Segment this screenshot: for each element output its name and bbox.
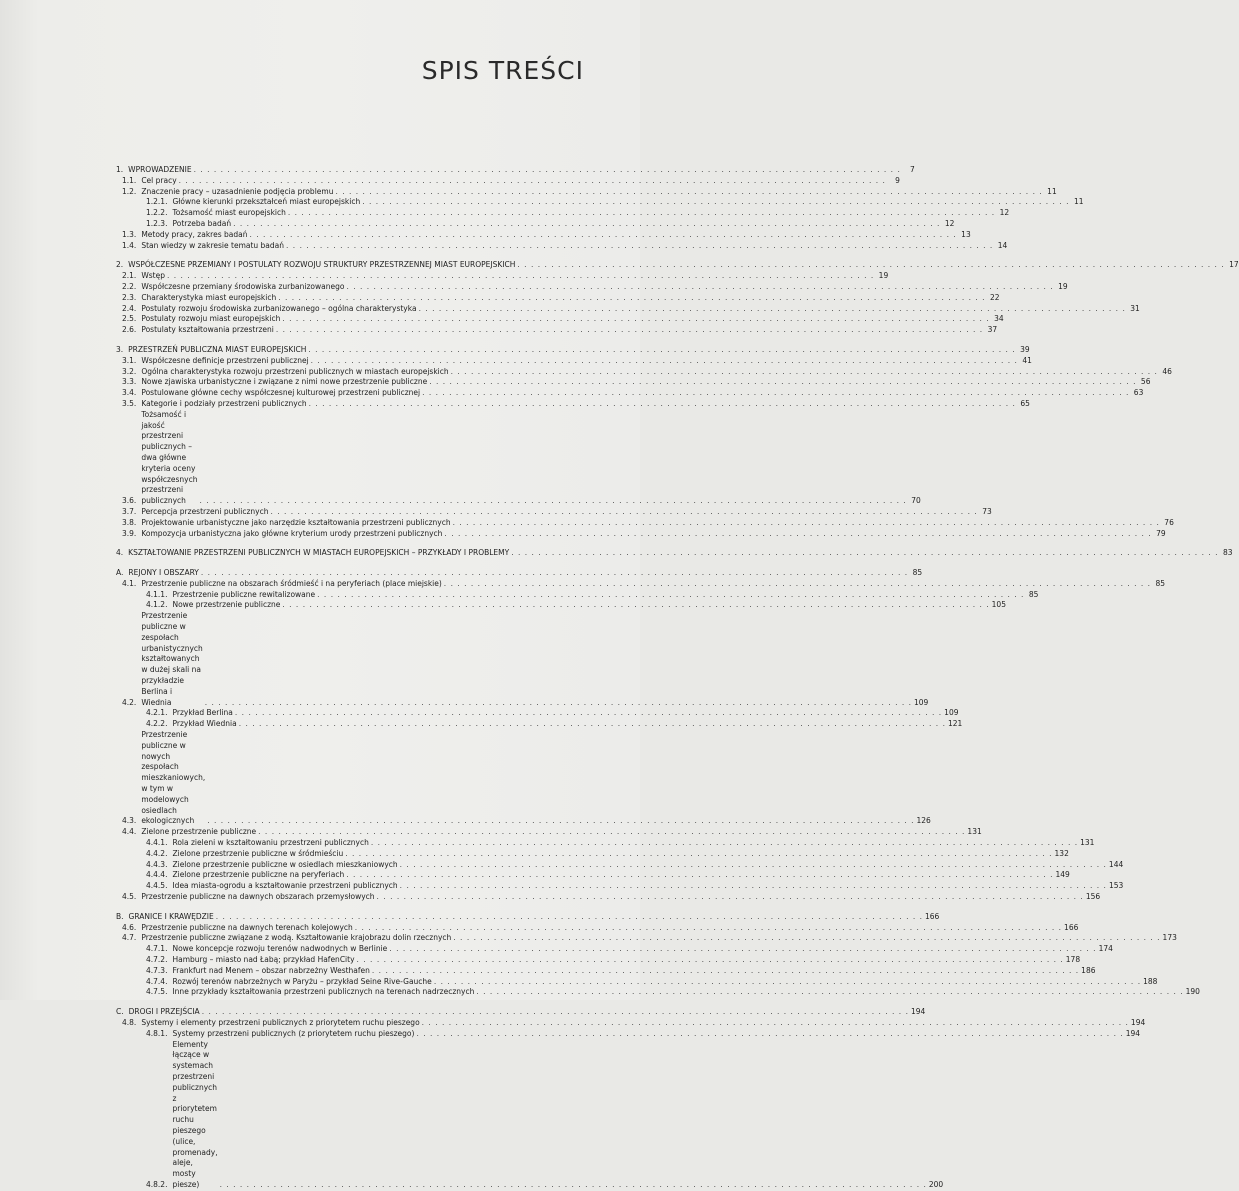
toc-entry-page-number: 186: [1081, 965, 1096, 975]
toc-leader-dots: [429, 377, 1136, 388]
toc-entry-page-number: 166: [925, 911, 940, 921]
toc-entry-label: Potrzeba badań: [172, 218, 232, 228]
toc-entry-number: 2.3.: [122, 292, 137, 302]
toc-leader-dots: [517, 260, 1224, 271]
toc-leader-dots: [282, 314, 989, 325]
page-title: SPIS TREŚCI: [421, 56, 584, 85]
toc-entry-page-number: 85: [912, 568, 923, 578]
toc-entry-page-number: 31: [1130, 303, 1140, 313]
toc-section-entry: [116, 377, 1151, 388]
toc-entry-page-number: 194: [1130, 1017, 1146, 1027]
toc-leader-dots: [451, 367, 1158, 378]
toc-entry-number: C.: [116, 1007, 124, 1017]
toc-subsection-entry: [116, 1028, 1141, 1040]
toc-leader-dots: [258, 827, 965, 838]
toc-entry-label: Postulowane główne cechy współczesnej kulturowej przestrzeni publicznej: [141, 388, 421, 398]
toc-leader-dots: [199, 496, 906, 507]
toc-entry-number: 1.4.: [122, 240, 137, 250]
toc-chapter-entry: [116, 165, 915, 176]
toc-entry-label: Rola zieleni w kształtowaniu przestrzeni publicznych: [172, 838, 369, 848]
toc-subsection-entry: [116, 870, 1070, 881]
toc-entry-number: 1.2.1.: [146, 197, 168, 207]
toc-leader-dots: [511, 548, 1218, 559]
toc-entry-number: 4.7.2.: [146, 954, 168, 964]
toc-entry-number: 4.1.1.: [146, 589, 168, 599]
toc-leader-dots: [201, 568, 908, 579]
toc-entry-number: 4.7.: [122, 933, 137, 943]
toc-entry-label: Zielone przestrzenie publiczne na peryferiach: [172, 870, 345, 880]
toc-entry-number: 1.1.: [122, 175, 137, 185]
toc-section-entry: [116, 281, 1068, 293]
toc-leader-dots: [476, 987, 1183, 998]
toc-section-entry: [116, 578, 1166, 590]
toc-entry-page-number: 19: [1058, 281, 1068, 291]
toc-leader-dots: [371, 838, 1078, 849]
toc-chapter-entry: [116, 548, 1233, 559]
toc-section-entry: [116, 314, 1004, 325]
toc-entry-number: 4.7.1.: [146, 944, 168, 954]
toc-leader-dots: [362, 197, 1069, 208]
toc-entry-page-number: 194: [910, 1007, 926, 1017]
toc-entry-page-number: 121: [947, 719, 963, 729]
toc-entry-label: Główne kierunki przekształceń miast europejskich: [172, 197, 361, 207]
toc-entry-page-number: 144: [1108, 859, 1124, 869]
toc-section-entry: [116, 229, 971, 241]
toc-entry-label: KSZTAŁTOWANIE PRZESTRZENI PUBLICZNYCH W MIASTACH EUROPEJSKICH – PRZYKŁADY I PROBLEMY: [128, 548, 510, 558]
toc-entry-number: 4.: [116, 548, 124, 558]
toc-leader-dots: [317, 590, 1024, 601]
toc-leader-dots: [372, 966, 1079, 977]
toc-subsection-entry: [116, 589, 1039, 601]
toc-section-entry: [116, 892, 1101, 903]
toc-entry-number: 2.6.: [122, 325, 137, 335]
toc-entry-page-number: 156: [1085, 892, 1101, 901]
toc-entry-number: 4.7.4.: [146, 976, 168, 986]
toc-section-entry: [116, 528, 1166, 540]
toc-section-entry: [116, 827, 982, 838]
toc-entry-number: 3.8.: [122, 517, 137, 527]
toc-entry-label: Postulaty kształtowania przestrzeni: [141, 325, 274, 335]
toc-leader-dots: [434, 977, 1141, 988]
toc-entry-label: Hamburg – miasto nad Łabą; przykład HafenCity: [172, 954, 355, 964]
toc-entry-label: Tożsamość i jakość przestrzeni publicznych – dwa główne kryteria oceny współczesnych przestrzeni publicznych: [141, 409, 198, 506]
toc-subsection-entry: [116, 708, 959, 719]
toc-entry-page-number: 190: [1185, 987, 1200, 997]
toc-entry-label: Przestrzenie publiczne na dawnych obszarach przemysłowych: [141, 892, 375, 901]
toc-leader-dots: [194, 165, 901, 176]
toc-entry-number: 3.2.: [122, 366, 137, 376]
toc-entry-page-number: 12: [999, 208, 1010, 218]
toc-leader-dots: [422, 388, 1129, 399]
toc-entry-page-number: 22: [989, 292, 1000, 302]
toc-section-entry: [116, 506, 992, 518]
toc-entry-label: Przestrzenie publiczne na dawnych terenach kolejowych: [141, 922, 353, 932]
toc-subsection-entry: [116, 987, 1200, 998]
toc-subsection-entry: [116, 1039, 944, 1191]
toc-entry-page-number: 173: [1162, 933, 1177, 943]
toc-section-entry: [116, 175, 900, 187]
toc-subsection-entry: [116, 197, 1084, 208]
toc-entry-number: 4.7.3.: [146, 965, 168, 975]
toc-entry-label: Frankfurt nad Menem – obszar nabrzeżny Westhafen: [172, 965, 370, 975]
toc-entry-label: Znaczenie pracy – uzasadnienie podjęcia problemu: [141, 186, 334, 196]
toc-subsection-entry: [116, 838, 1095, 849]
toc-entry-label: Systemy przestrzeni publicznych (z priorytetem ruchu pieszego): [172, 1028, 415, 1038]
toc-entry-number: 4.5.: [122, 892, 137, 901]
toc-leader-dots: [400, 860, 1107, 871]
toc-entry-number: 4.4.: [122, 827, 137, 837]
toc-entry-page-number: 153: [1108, 881, 1124, 891]
toc-entry-page-number: 7: [910, 165, 915, 174]
toc-subsection-entry: [116, 976, 1158, 988]
toc-leader-dots: [346, 870, 1053, 881]
toc-section-entry: [116, 366, 1172, 378]
toc-entry-label: Elementy łączące w systemach przestrzeni publicznych z priorytetem ruchu pieszego (ulice, promenady, aleje, mosty piesze): [172, 1039, 218, 1189]
toc-entry-number: 4.2.2.: [146, 719, 168, 729]
toc-entry-page-number: 37: [987, 325, 998, 335]
toc-leader-dots: [278, 293, 985, 304]
toc-chapter-entry: [116, 344, 1030, 356]
toc-subsection-entry: [116, 719, 963, 730]
toc-entry-label: Stan wiedzy w zakresie tematu badań: [141, 240, 285, 250]
toc-entry-label: Przestrzenie publiczne w nowych zespołach mieszkaniowych, w tym w modelowych osiedlach ekologicznych: [141, 730, 206, 826]
toc-leader-dots: [249, 230, 956, 241]
toc-entry-page-number: 46: [1162, 366, 1172, 376]
toc-entry-page-number: 83: [1222, 548, 1233, 558]
toc-entry-number: 4.7.5.: [146, 987, 168, 997]
toc-entry-number: 4.8.2.: [146, 1179, 168, 1189]
toc-entry-number: B.: [116, 911, 124, 921]
toc-entry-page-number: 85: [1028, 589, 1039, 599]
toc-leader-dots: [311, 356, 1018, 367]
toc-entry-label: Zielone przestrzenie publiczne w śródmieściu: [172, 848, 344, 858]
toc-entry-page-number: 105: [991, 600, 1006, 610]
toc-chapter-entry: [116, 260, 1239, 271]
toc-leader-dots: [389, 944, 1096, 955]
toc-leader-dots: [416, 1029, 1123, 1040]
toc-entry-label: Projektowanie urbanistyczne jako narzędzie kształtowania przestrzeni publicznych: [141, 517, 451, 527]
toc-entry-number: 4.8.: [122, 1017, 137, 1027]
toc-entry-number: 4.1.2.: [146, 600, 168, 610]
toc-subsection-entry: [116, 944, 1113, 955]
toc-entry-page-number: 76: [1164, 517, 1174, 527]
toc-entry-label: Współczesne przemiany środowiska zurbanizowanego: [141, 281, 345, 291]
toc-entry-number: 3.4.: [122, 388, 137, 398]
toc-entry-page-number: 13: [961, 229, 971, 239]
toc-entry-page-number: 174: [1098, 944, 1113, 954]
toc-entry-label: Przykład Wiednia: [172, 719, 237, 729]
toc-leader-dots: [308, 345, 1015, 356]
toc-leader-dots: [422, 1018, 1129, 1029]
toc-entry-page-number: 19: [878, 271, 889, 281]
toc-entry-page-number: 178: [1065, 954, 1081, 964]
toc-chapter-entry: [116, 1007, 926, 1018]
toc-entry-number: 1.2.2.: [146, 208, 168, 218]
toc-entry-label: Współczesne definicje przestrzeni publicznej: [141, 355, 309, 365]
toc-entry-number: 4.2.1.: [146, 708, 168, 718]
toc-entry-label: Metody pracy, zakres badań: [141, 229, 248, 239]
toc-entry-label: Kompozycja urbanistyczna jako główne kryterium urody przestrzeni publicznych: [141, 528, 443, 538]
toc-leader-dots: [216, 912, 923, 923]
toc-entry-number: 4.4.1.: [146, 838, 168, 848]
toc-leader-dots: [346, 282, 1053, 293]
toc-entry-label: Ogólna charakterystyka rozwoju przestrzeni publicznych w miastach europejskich: [141, 366, 449, 376]
toc-leader-dots: [357, 955, 1064, 966]
toc-entry-page-number: 126: [916, 816, 931, 826]
toc-leader-dots: [235, 708, 942, 719]
toc-section-entry: [116, 325, 998, 336]
toc-section-entry: [116, 517, 1174, 529]
toc-leader-dots: [207, 816, 914, 827]
toc-entry-page-number: 166: [1064, 922, 1079, 932]
toc-entry-label: Przestrzenie publiczne na obszarach śródmieść i na peryferiach (place miejskie): [141, 578, 442, 588]
toc-leader-dots: [377, 892, 1084, 903]
toc-entry-label: Nowe przestrzenie publiczne: [172, 600, 281, 610]
toc-entry-page-number: 85: [1155, 578, 1166, 588]
toc-entry-label: Wstęp: [141, 271, 165, 281]
toc-section-entry: [116, 271, 889, 282]
toc-entry-label: PRZESTRZEŃ PUBLICZNA MIAST EUROPEJSKICH: [128, 344, 307, 354]
toc-leader-dots: [288, 208, 995, 219]
toc-leader-dots: [309, 399, 1016, 410]
toc-entry-page-number: 131: [1080, 838, 1095, 848]
toc-leader-dots: [202, 1007, 909, 1018]
toc-subsection-entry: [116, 218, 955, 230]
toc-entry-page-number: 34: [994, 314, 1004, 324]
toc-section-entry: [116, 409, 921, 507]
toc-subsection-entry: [116, 954, 1081, 966]
toc-section-entry: [116, 303, 1140, 315]
toc-entry-page-number: 73: [982, 506, 992, 516]
toc-subsection-entry: [116, 859, 1124, 871]
toc-chapter-entry: [116, 568, 923, 579]
toc-leader-dots: [276, 325, 983, 336]
toc-leader-dots: [400, 881, 1107, 892]
toc-section-entry: [116, 922, 1079, 934]
toc-entry-number: 1.3.: [122, 229, 137, 239]
toc-entry-label: Cel pracy: [141, 175, 177, 185]
toc-entry-page-number: 188: [1143, 976, 1158, 986]
toc-leader-dots: [205, 698, 912, 709]
toc-entry-label: Kategorie i podziały przestrzeni publicznych: [141, 398, 307, 408]
toc-entry-label: Percepcja przestrzeni publicznych: [141, 506, 269, 516]
toc-entry-label: Postulaty rozwoju środowiska zurbanizowanego – ogólna charakterystyka: [141, 303, 417, 313]
toc-section-entry: [116, 1017, 1146, 1029]
toc-section-entry: [116, 240, 1008, 252]
toc-entry-page-number: 41: [1022, 355, 1032, 365]
toc-section-entry: [116, 388, 1144, 399]
toc-entry-number: 3.7.: [122, 506, 137, 516]
toc-leader-dots: [419, 304, 1126, 315]
toc-leader-dots: [355, 923, 1062, 934]
toc-subsection-entry: [116, 965, 1096, 977]
toc-leader-dots: [270, 507, 977, 518]
toc-entry-label: Przestrzenie publiczne w zespołach urbanistycznych kształtowanych w dużej skali na przykładzie Berlina i Wiednia: [141, 611, 203, 707]
toc-leader-dots: [220, 1180, 927, 1191]
toc-leader-dots: [286, 241, 993, 252]
toc-entry-number: 2.1.: [122, 271, 137, 281]
toc-leader-dots: [179, 176, 886, 187]
toc-entry-number: 4.2.: [122, 697, 137, 707]
toc-leader-dots: [335, 187, 1042, 198]
toc-subsection-entry: [116, 881, 1124, 892]
toc-entry-number: 2.: [116, 260, 124, 270]
toc-leader-dots: [282, 600, 989, 611]
toc-entry-number: 4.8.1.: [146, 1028, 168, 1038]
toc-leader-dots: [345, 849, 1052, 860]
toc-entry-page-number: 11: [1073, 197, 1084, 207]
toc-entry-number: 3.1.: [122, 355, 137, 365]
toc-leader-dots: [453, 933, 1160, 944]
toc-entry-number: 4.4.3.: [146, 859, 168, 869]
toc-entry-page-number: 14: [997, 240, 1008, 250]
toc-entry-label: Przykład Berlina: [172, 708, 233, 718]
toc-leader-dots: [444, 529, 1151, 540]
toc-subsection-entry: [116, 208, 1010, 219]
toc-entry-label: Rozwój terenów nabrzeżnych w Paryżu – przykład Seine Rive-Gauche: [172, 976, 432, 986]
toc-chapter-entry: [116, 911, 940, 923]
toc-leader-dots: [167, 271, 874, 282]
toc-leader-dots: [239, 719, 946, 730]
toc-entry-page-number: 109: [944, 708, 959, 718]
toc-entry-number: 4.4.5.: [146, 881, 168, 891]
toc-entry-number: 2.2.: [122, 281, 137, 291]
toc-entry-number: 4.4.2.: [146, 848, 168, 858]
toc-section-entry: [116, 611, 929, 708]
toc-entry-page-number: 132: [1054, 848, 1069, 858]
toc-entry-label: Charakterystyka miast europejskich: [141, 292, 277, 302]
toc-entry-page-number: 149: [1055, 870, 1070, 880]
toc-entry-label: Nowe zjawiska urbanistyczne i związane z nimi nowe przestrzenie publiczne: [141, 377, 428, 387]
toc-section-entry: [116, 186, 1057, 198]
toc-section-entry: [116, 933, 1177, 944]
toc-entry-page-number: 65: [1020, 398, 1030, 408]
toc-entry-number: 4.1.: [122, 578, 137, 588]
toc-entry-number: 1.: [116, 165, 124, 174]
toc-entry-label: WPROWADZENIE: [128, 165, 192, 174]
toc-entry-number: 1.2.3.: [146, 218, 168, 228]
toc-entry-number: 4.4.4.: [146, 870, 168, 880]
toc-entry-page-number: 17: [1229, 260, 1239, 270]
toc-entry-number: 4.3.: [122, 816, 137, 826]
toc-entry-label: Przestrzenie publiczne rewitalizowane: [172, 589, 316, 599]
toc-entry-number: 4.6.: [122, 922, 137, 932]
toc-entry-page-number: 131: [967, 827, 982, 837]
toc-entry-number: A.: [116, 568, 124, 578]
toc-entry-label: Idea miasta-ogrodu a kształtowanie przestrzeni publicznych: [172, 881, 398, 891]
toc-entry-label: DROGI I PRZEJŚCIA: [128, 1007, 200, 1017]
toc-entry-page-number: 109: [914, 697, 929, 707]
toc-entry-number: 3.3.: [122, 377, 137, 387]
toc-entry-label: Tożsamość miast europejskich: [172, 208, 286, 218]
toc-entry-label: GRANICE I KRAWĘDZIE: [128, 911, 214, 921]
toc-entry-label: Postulaty rozwoju miast europejskich: [141, 314, 281, 324]
toc-entry-label: REJONY I OBSZARY: [128, 568, 199, 578]
toc-section-entry: [116, 292, 1000, 304]
toc-entry-number: 3.: [116, 344, 124, 354]
toc-entry-label: WSPÓŁCZESNE PRZEMIANY I POSTULATY ROZWOJU STRUKTURY PRZESTRZENNEJ MIAST EUROPEJSKICH: [128, 260, 516, 270]
toc-entry-label: Inne przykłady kształtowania przestrzeni publicznych na terenach nadrzecznych: [172, 987, 475, 997]
toc-entry-page-number: 11: [1047, 186, 1057, 196]
toc-entry-label: Zielone przestrzenie publiczne: [141, 827, 257, 837]
toc-entry-page-number: 56: [1140, 377, 1151, 387]
toc-entry-label: Systemy i elementy przestrzeni publicznych z priorytetem ruchu pieszego: [141, 1017, 420, 1027]
toc-entry-label: Przestrzenie publiczne związane z wodą. Kształtowanie krajobrazu dolin rzecznych: [141, 933, 452, 943]
toc-section-entry: [116, 355, 1032, 367]
toc-entry-page-number: 12: [944, 218, 955, 228]
toc-section-entry: [116, 398, 1030, 410]
toc-entry-page-number: 79: [1156, 528, 1166, 538]
toc-entry-number: 2.5.: [122, 314, 137, 324]
toc-entry-page-number: 63: [1133, 388, 1144, 398]
toc-entry-page-number: 9: [895, 175, 900, 185]
toc-subsection-entry: [116, 600, 1006, 611]
toc-entry-number: 3.9.: [122, 528, 137, 538]
toc-entry-page-number: 39: [1020, 344, 1030, 354]
toc-subsection-entry: [116, 848, 1069, 860]
toc-entry-number: 3.6.: [122, 496, 137, 506]
toc-leader-dots: [233, 219, 940, 230]
toc-entry-page-number: 200: [928, 1179, 944, 1189]
toc-entry-number: 3.5.: [122, 398, 137, 408]
toc-entry-label: Zielone przestrzenie publiczne w osiedlach mieszkaniowych: [172, 859, 398, 869]
toc-section-entry: [116, 730, 931, 827]
toc-entry-page-number: 194: [1125, 1028, 1141, 1038]
toc-entry-page-number: 70: [911, 496, 921, 506]
toc-entry-number: 2.4.: [122, 303, 137, 313]
toc-entry-number: 1.2.: [122, 186, 137, 196]
toc-leader-dots: [453, 518, 1160, 529]
toc-entry-label: Nowe koncepcje rozwoju terenów nadwodnych w Berlinie: [172, 944, 388, 954]
table-of-contents: [116, 165, 1239, 1191]
toc-leader-dots: [444, 579, 1151, 590]
